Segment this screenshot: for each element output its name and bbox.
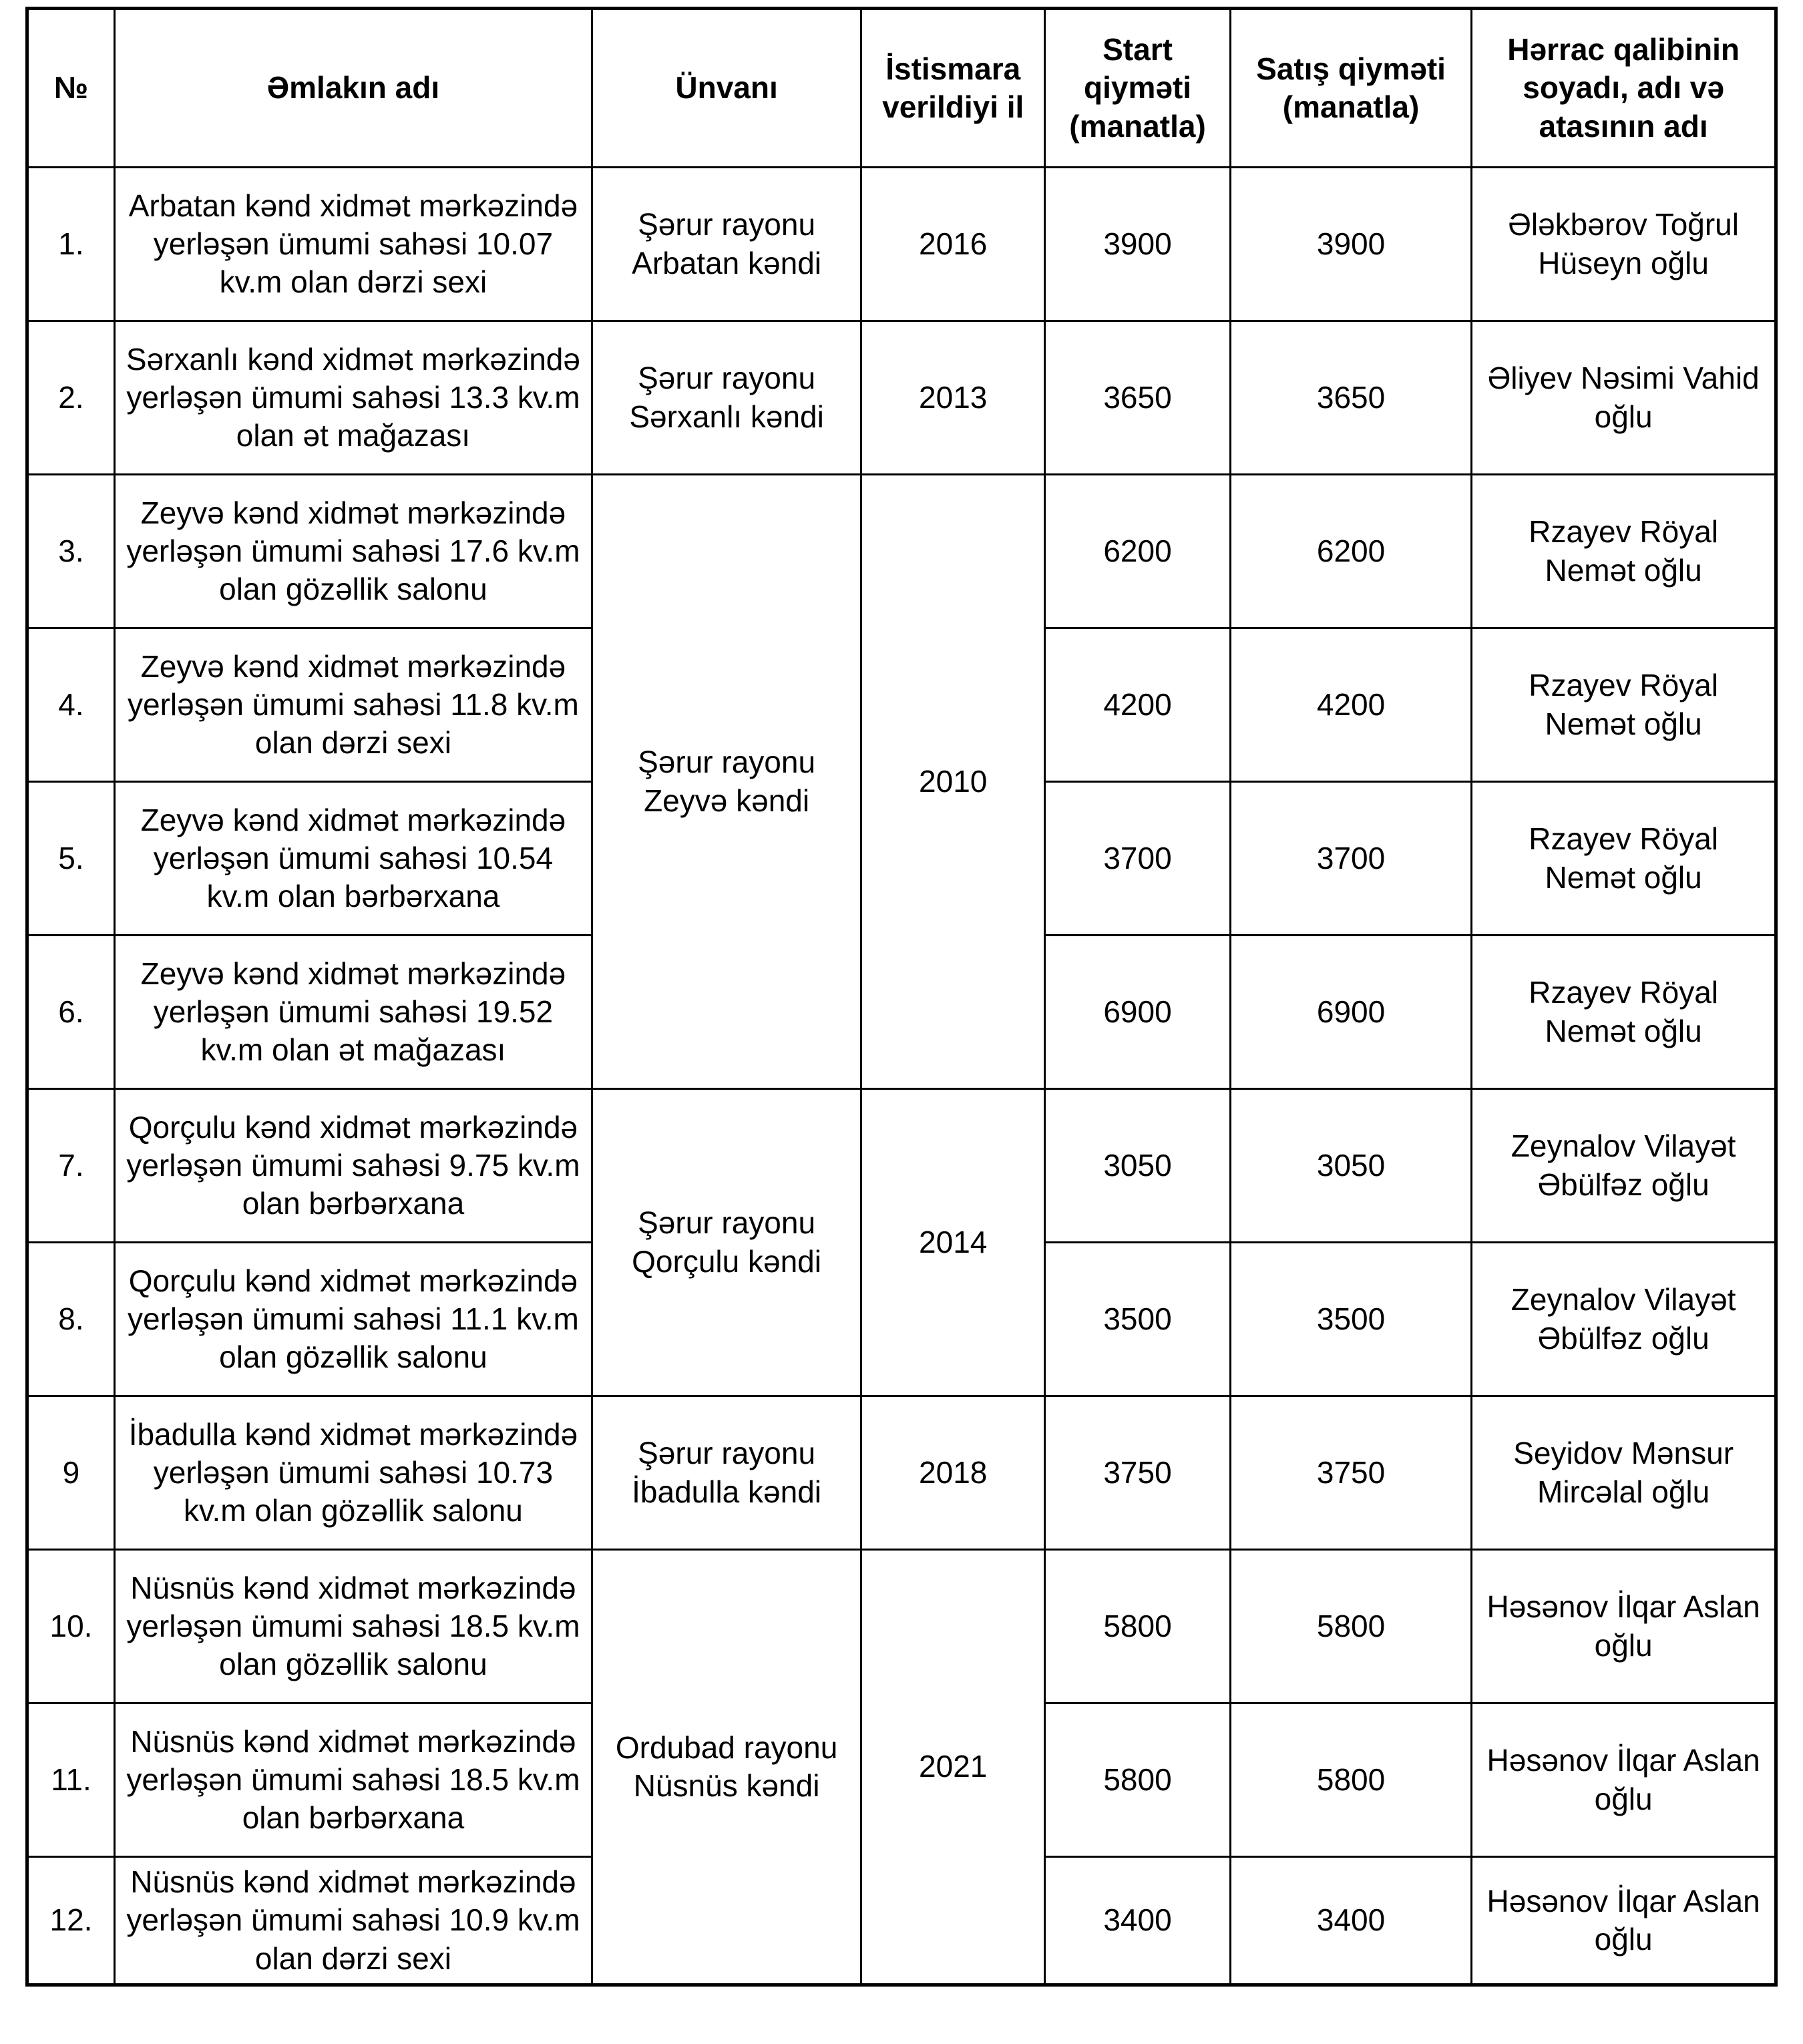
start-price-cell: 6200 bbox=[1045, 475, 1231, 628]
row-number: 3. bbox=[27, 475, 115, 628]
start-price-cell: 3750 bbox=[1045, 1396, 1231, 1550]
sale-price-cell: 3400 bbox=[1230, 1857, 1471, 1985]
property-cell: Arbatan kənd xidmət mərkəzində yerləşən ümumi sahəsi 10.07 kv.m olan dərzi sexi bbox=[114, 168, 592, 321]
sale-price-cell: 3750 bbox=[1230, 1396, 1471, 1550]
table-row bbox=[27, 168, 1776, 321]
year-cell: 2016 bbox=[861, 168, 1045, 321]
property-cell: Qorçulu kənd xidmət mərkəzində yerləşən ümumi sahəsi 9.75 kv.m olan bərbərxana bbox=[114, 1089, 592, 1243]
table-row bbox=[27, 1089, 1776, 1243]
year-cell: 2013 bbox=[861, 321, 1045, 475]
year-cell-merged: 2014 bbox=[861, 1089, 1045, 1396]
winner-cell: Rzayev Röyal Nemət oğlu bbox=[1472, 936, 1776, 1089]
auction-results-table bbox=[25, 7, 1778, 1987]
row-number: 4. bbox=[27, 628, 115, 782]
row-number: 12. bbox=[27, 1857, 115, 1985]
property-cell: Zeyvə kənd xidmət mərkəzində yerləşən ümumi sahəsi 17.6 kv.m olan gözəllik salonu bbox=[114, 475, 592, 628]
address-cell-merged: Ordubad rayonu Nüsnüs kəndi bbox=[592, 1550, 861, 1985]
property-cell: Zeyvə kənd xidmət mərkəzində yerləşən ümumi sahəsi 10.54 kv.m olan bərbərxana bbox=[114, 782, 592, 936]
year-cell-merged: 2010 bbox=[861, 475, 1045, 1089]
start-price-cell: 5800 bbox=[1045, 1550, 1231, 1703]
col-header-sale-price: Satış qiyməti (manatla) bbox=[1230, 9, 1471, 168]
address-cell-merged: Şərur rayonu Zeyvə kəndi bbox=[592, 475, 861, 1089]
table-row bbox=[27, 1550, 1776, 1703]
col-header-start-price: Start qiyməti (manatla) bbox=[1045, 9, 1231, 168]
winner-cell: Rzayev Röyal Nemət oğlu bbox=[1472, 782, 1776, 936]
year-cell-merged: 2021 bbox=[861, 1550, 1045, 1985]
address-cell: Şərur rayonu İbadulla kəndi bbox=[592, 1396, 861, 1550]
sale-price-cell: 6900 bbox=[1230, 936, 1471, 1089]
sale-price-cell: 5800 bbox=[1230, 1550, 1471, 1703]
sale-price-cell: 3650 bbox=[1230, 321, 1471, 475]
start-price-cell: 3650 bbox=[1045, 321, 1231, 475]
start-price-cell: 5800 bbox=[1045, 1703, 1231, 1857]
sale-price-cell: 5800 bbox=[1230, 1703, 1471, 1857]
row-number: 9 bbox=[27, 1396, 115, 1550]
sale-price-cell: 3050 bbox=[1230, 1089, 1471, 1243]
start-price-cell: 3700 bbox=[1045, 782, 1231, 936]
start-price-cell: 3400 bbox=[1045, 1857, 1231, 1985]
row-number: 7. bbox=[27, 1089, 115, 1243]
col-header-no: № bbox=[27, 9, 115, 168]
table-row bbox=[27, 475, 1776, 628]
row-number: 1. bbox=[27, 168, 115, 321]
start-price-cell: 3900 bbox=[1045, 168, 1231, 321]
col-header-year: İstismara verildiyi il bbox=[861, 9, 1045, 168]
property-cell: İbadulla kənd xidmət mərkəzində yerləşən ümumi sahəsi 10.73 kv.m olan gözəllik salonu bbox=[114, 1396, 592, 1550]
sale-price-cell: 3900 bbox=[1230, 168, 1471, 321]
sale-price-cell: 4200 bbox=[1230, 628, 1471, 782]
winner-cell: Həsənov İlqar Aslan oğlu bbox=[1472, 1550, 1776, 1703]
col-header-address: Ünvanı bbox=[592, 9, 861, 168]
winner-cell: Zeynalov Vilayət Əbülfəz oğlu bbox=[1472, 1089, 1776, 1243]
winner-cell: Həsənov İlqar Aslan oğlu bbox=[1472, 1703, 1776, 1857]
property-cell: Qorçulu kənd xidmət mərkəzində yerləşən ümumi sahəsi 11.1 kv.m olan gözəllik salonu bbox=[114, 1243, 592, 1396]
header-row bbox=[27, 9, 1776, 168]
start-price-cell: 6900 bbox=[1045, 936, 1231, 1089]
sale-price-cell: 3700 bbox=[1230, 782, 1471, 936]
start-price-cell: 3500 bbox=[1045, 1243, 1231, 1396]
start-price-cell: 4200 bbox=[1045, 628, 1231, 782]
address-cell: Şərur rayonu Arbatan kəndi bbox=[592, 168, 861, 321]
property-cell: Zeyvə kənd xidmət mərkəzində yerləşən ümumi sahəsi 11.8 kv.m olan dərzi sexi bbox=[114, 628, 592, 782]
sale-price-cell: 3500 bbox=[1230, 1243, 1471, 1396]
table-row bbox=[27, 321, 1776, 475]
winner-cell: Zeynalov Vilayət Əbülfəz oğlu bbox=[1472, 1243, 1776, 1396]
row-number: 2. bbox=[27, 321, 115, 475]
property-cell: Nüsnüs kənd xidmət mərkəzində yerləşən ümumi sahəsi 18.5 kv.m olan gözəllik salonu bbox=[114, 1550, 592, 1703]
property-cell: Sərxanlı kənd xidmət mərkəzində yerləşən ümumi sahəsi 13.3 kv.m olan ət mağazası bbox=[114, 321, 592, 475]
winner-cell: Həsənov İlqar Aslan oğlu bbox=[1472, 1857, 1776, 1985]
winner-cell: Ələkbərov Toğrul Hüseyn oğlu bbox=[1472, 168, 1776, 321]
address-cell-merged: Şərur rayonu Qorçulu kəndi bbox=[592, 1089, 861, 1396]
row-number: 10. bbox=[27, 1550, 115, 1703]
property-cell: Zeyvə kənd xidmət mərkəzində yerləşən ümumi sahəsi 19.52 kv.m olan ət mağazası bbox=[114, 936, 592, 1089]
row-number: 5. bbox=[27, 782, 115, 936]
year-cell: 2018 bbox=[861, 1396, 1045, 1550]
winner-cell: Seyidov Mənsur Mircəlal oğlu bbox=[1472, 1396, 1776, 1550]
sale-price-cell: 6200 bbox=[1230, 475, 1471, 628]
winner-cell: Əliyev Nəsimi Vahid oğlu bbox=[1472, 321, 1776, 475]
winner-cell: Rzayev Röyal Nemət oğlu bbox=[1472, 475, 1776, 628]
winner-cell: Rzayev Röyal Nemət oğlu bbox=[1472, 628, 1776, 782]
row-number: 11. bbox=[27, 1703, 115, 1857]
row-number: 6. bbox=[27, 936, 115, 1089]
property-cell: Nüsnüs kənd xidmət mərkəzində yerləşən ümumi sahəsi 10.9 kv.m olan dərzi sexi bbox=[114, 1857, 592, 1985]
row-number: 8. bbox=[27, 1243, 115, 1396]
col-header-winner: Hərrac qalibinin soyadı, adı və atasının adı bbox=[1472, 9, 1776, 168]
address-cell: Şərur rayonu Sərxanlı kəndi bbox=[592, 321, 861, 475]
start-price-cell: 3050 bbox=[1045, 1089, 1231, 1243]
property-cell: Nüsnüs kənd xidmət mərkəzində yerləşən ümumi sahəsi 18.5 kv.m olan bərbərxana bbox=[114, 1703, 592, 1857]
table-row bbox=[27, 1396, 1776, 1550]
col-header-property: Əmlakın adı bbox=[114, 9, 592, 168]
